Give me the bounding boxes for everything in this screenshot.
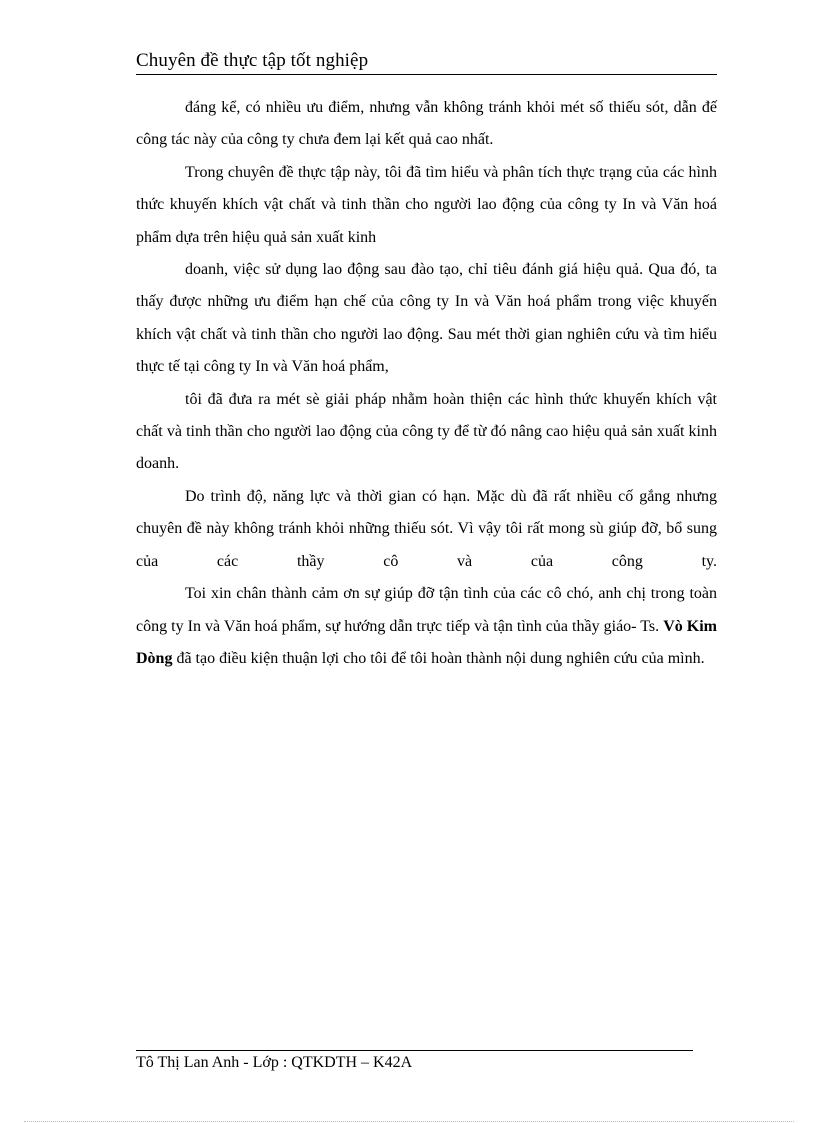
footer-rule xyxy=(136,1050,693,1051)
paragraph-2: Trong chuyên đề thực tập này, tôi đã tìm hiểu và phân tích thực trạng của các hình thức khuyến khích vật chất và tinh thần cho người lao động của công ty In và Văn hoá phẩm dựa trên hiệu quả sản xuất kinh xyxy=(136,163,717,246)
paragraph-4: tôi đã đưa ra mét sè giải pháp nhằm hoàn thiện các hình thức khuyến khích vật chất và tinh thần cho người lao động của công ty để từ đó nâng cao hiệu quả sản xuất kinh doanh. xyxy=(136,390,717,473)
paragraph-6-text-start: Toi xin chân thành cảm ơn sự giúp đỡ tận tình của các cô chó, anh chị trong toàn công ty In và Văn hoá phẩm, sự hướng dẫn trực tiếp và tận tình của thầy giáo- Ts. xyxy=(136,585,717,635)
page-header xyxy=(136,50,717,75)
page-footer: Tô Thị Lan Anh - Lớp : QTKDTH – K42A xyxy=(136,1054,413,1071)
document-body xyxy=(136,92,717,675)
page-edge xyxy=(24,1121,794,1122)
header-title: Chuyên đề thực tập tốt nghiệp xyxy=(136,50,369,71)
advisor-name: Vò Kim Dòng xyxy=(136,617,718,667)
paragraph-3: doanh, việc sử dụng lao động sau đào tạo, chỉ tiêu đánh giá hiệu quả. Qua đó, ta thấy được những ưu điểm hạn chế của công ty In và Văn hoá phẩm trong việc khuyến khích vật chất và tinh thần cho người lao động. Sau mét thời gian nghiên cứu và tìm hiểu thực tế tại công ty In và Văn hoá phẩm, xyxy=(136,261,717,376)
paragraph-5: Do trình độ, năng lực và thời gian có hạn. Mặc dù đã rất nhiều cố gắng nhưng chuyên đề này không tránh khỏi những thiếu sót. Vì vậy tôi rất mong sù giúp đỡ, bổ sung của các thầy cô và của công ty. xyxy=(136,487,717,570)
paragraph-1: đáng kể, có nhiều ưu điểm, nhưng vẫn không tránh khỏi mét số thiếu sót, dẫn đế công tác này của công ty chưa đem lại kết quả cao nhất. xyxy=(136,99,717,149)
paragraph-6 xyxy=(136,578,717,675)
paragraph-6-text-end: đã tạo điều kiện thuận lợi cho tôi để tôi hoàn thành nội dung nghiên cứu của mình. xyxy=(172,649,705,667)
